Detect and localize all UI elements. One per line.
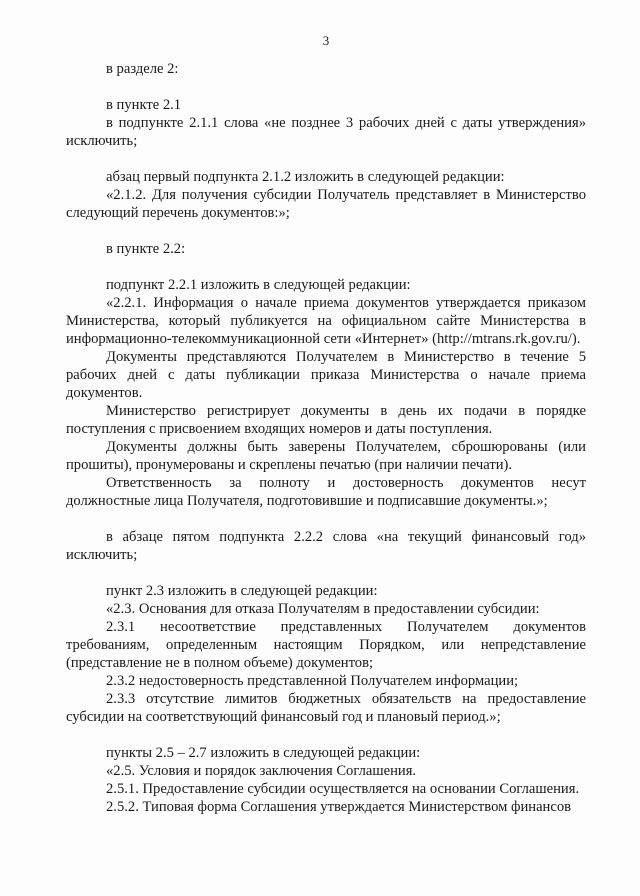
clause-2-1-heading: в пункте 2.1 <box>106 97 182 113</box>
subclause-2-2-1-text: «2.2.1. Информация о начале приема документов утверждается приказом Министерства, который публикуется на официальном сайте Министерства в информационно-телекоммуникационной сети «Интернет» (http://mtrans.rk.gov.ru/). <box>66 295 586 347</box>
subclause-2-1-1-amendment: в подпункте 2.1.1 слова «не позднее 3 рабочих дней с даты утверждения» исключить; <box>66 115 586 149</box>
responsibility-paragraph: Ответственность за полноту и достоверность документов несут должностные лица Получателя, подготовившие и подписавшие документы.»; <box>66 475 586 509</box>
clause-2-3-intro: пункт 2.3 изложить в следующей редакции: <box>106 583 378 599</box>
subclause-2-2-1-intro: подпункт 2.2.1 изложить в следующей редакции: <box>106 277 411 293</box>
clauses-2-5-2-7-intro: пункты 2.5 – 2.7 изложить в следующей редакции: <box>106 745 421 761</box>
documents-registration-paragraph: Министерство регистрирует документы в день их подачи в порядке поступления с присвоением входящих номеров и даты поступления. <box>66 403 586 437</box>
documents-certification-paragraph: Документы должны быть заверены Получателем, сброшюрованы (или прошиты), пронумерованы и скреплены печатью (при наличии печати). <box>66 439 586 473</box>
subclause-2-3-2: 2.3.2 недостоверность представленной Получателем информации; <box>106 673 519 689</box>
section-2-intro: в разделе 2: <box>106 61 179 77</box>
clause-2-5-text: «2.5. Условия и порядок заключения Соглашения. <box>106 763 417 779</box>
subclause-2-5-1: 2.5.1. Предоставление субсидии осуществляется на основании Соглашения. <box>106 781 580 797</box>
clause-2-2-heading: в пункте 2.2: <box>106 241 186 257</box>
subclause-2-5-2: 2.5.2. Типовая форма Соглашения утверждается Министерством финансов <box>106 799 572 815</box>
subclause-2-1-2-text: «2.1.2. Для получения субсидии Получатель представляет в Министерство следующий перечень документов:»; <box>66 187 586 221</box>
document-body <box>66 60 586 816</box>
documents-submission-paragraph: Документы представляются Получателем в Министерство в течение 5 рабочих дней с даты публикации приказа Министерства о начале приема документов. <box>66 349 586 401</box>
subclause-2-2-2-amendment: в абзаце пятом подпункта 2.2.2 слова «на текущий финансовый год» исключить; <box>66 529 586 563</box>
subclause-2-3-1: 2.3.1 несоответствие представленных Получателем документов требованиям, определенным настоящим Порядком, или непредставление (представление не в полном объеме) документов; <box>66 619 586 671</box>
clause-2-3-text: «2.3. Основания для отказа Получателям в предоставлении субсидии: <box>106 601 540 617</box>
page-number: 3 <box>322 33 330 48</box>
subclause-2-3-3: 2.3.3 отсутствие лимитов бюджетных обязательств на предоставление субсидии на соответствующий финансовый год и плановый период.»; <box>66 691 586 725</box>
subclause-2-1-2-intro: абзац первый подпункта 2.1.2 изложить в следующей редакции: <box>106 169 505 185</box>
